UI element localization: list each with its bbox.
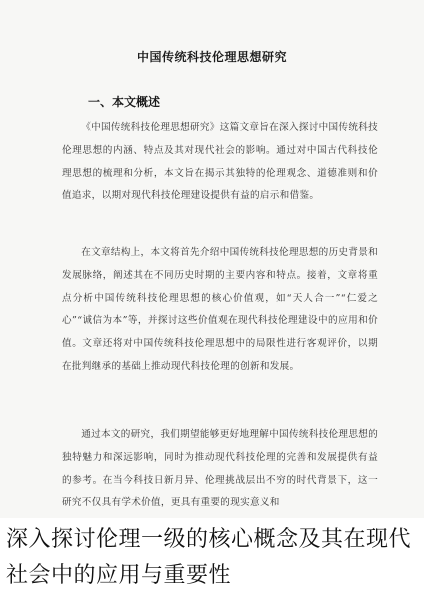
paragraph-2: 在文章结构上，本文将首先介绍中国传统科技伦理思想的历史背景和发展脉络，阐述其在不同历史时期的主要内容和特点。接着，文章将重点分析中国传统科技伦理思想的核心价值观，如“天人合一”“仁爱之心”“诚信为本”等，并探讨这些价值观在现代科技伦理建设中的应用和价值。文章还将对中国传统科技伦理思想中的局限性进行客观评价，以期在批判继承的基础上推动现代科技伦理的创新和发展。 [62, 247, 378, 372]
document-title: 中国传统科技伦理思想研究 [136, 50, 287, 64]
paragraph-1: 《中国传统科技伦理思想研究》这篇文章旨在深入探讨中国传统科技伦理思想的内涵、特点及其对现代社会的影响。通过对中国古代科技伦理思想的梳理和分析，本文旨在揭示其独特的伦理观念、道德准则和价值追求，以期对现代科技伦理建设提供有益的启示和借鉴。 [62, 122, 378, 202]
paragraph-3: 通过本文的研究，我们期望能够更好地理解中国传统科技伦理思想的独特魅力和深远影响，同时为推动现代科技伦理的完善和发展提供有益的参考。在当今科技日新月异、伦理挑战层出不穷的时代背景下，这一研究不仅具有学术价值，更具有重要的现实意义和 [62, 429, 378, 509]
image-caption: 深入探讨伦理一级的核心概念及其在现代社会中的应用与重要性 [6, 527, 412, 588]
section-heading: 一、本文概述 [88, 95, 161, 109]
